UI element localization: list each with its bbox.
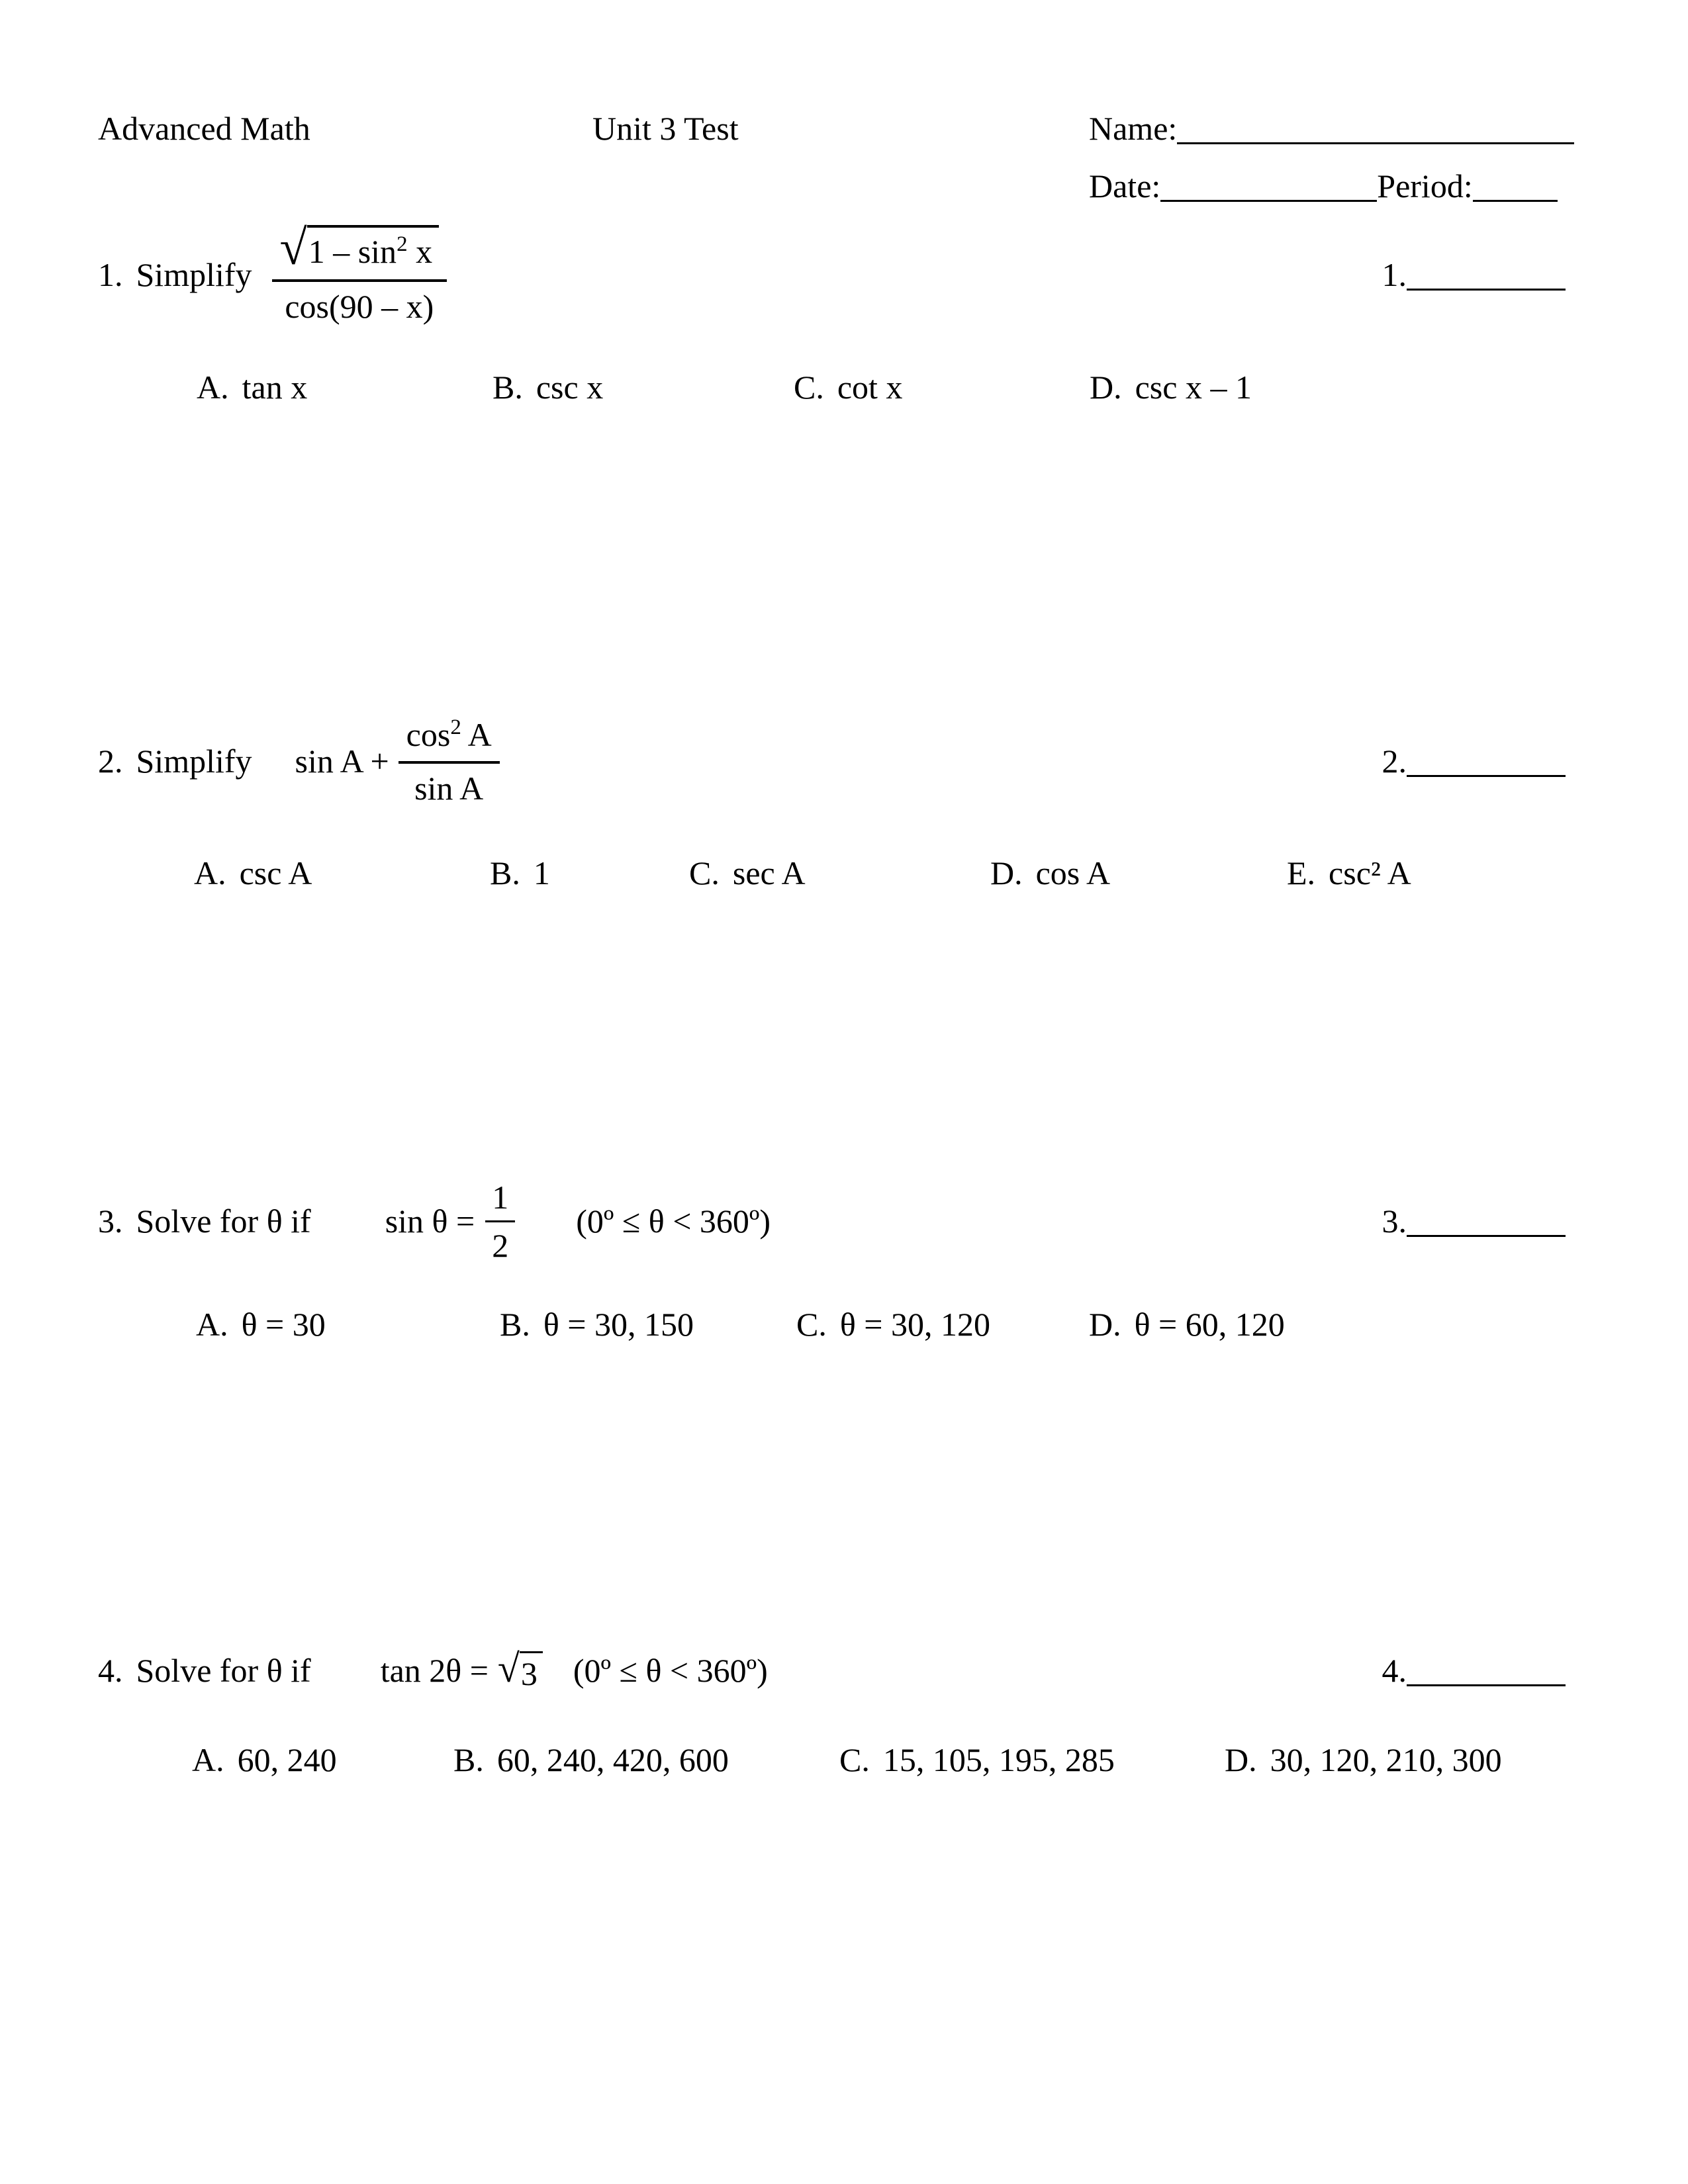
question-4-domain: (0º ≤ θ < 360º) (573, 1652, 768, 1689)
option-text: 30, 120, 210, 300 (1270, 1741, 1502, 1778)
fraction-numerator: 1 (485, 1178, 515, 1222)
question-1-options (0, 368, 1688, 416)
question-1-expression (272, 220, 447, 326)
answer-3-label: 3. (1382, 1203, 1407, 1240)
option-1b (492, 368, 603, 406)
option-text: tan x (242, 369, 308, 406)
option-text: θ = 30 (241, 1306, 326, 1343)
radicand-variable: x (407, 233, 433, 271)
option-letter: A. (197, 369, 229, 406)
period-line (1473, 200, 1558, 202)
question-2-expression (399, 715, 500, 807)
option-2d (990, 854, 1110, 892)
answer-blank-2 (1382, 742, 1566, 780)
square-root (279, 220, 440, 275)
option-1c (794, 368, 902, 406)
option-4a (192, 1741, 337, 1779)
option-1d (1090, 368, 1252, 406)
fraction-numerator (272, 220, 447, 282)
option-letter: D. (990, 854, 1023, 891)
option-letter: A. (192, 1741, 224, 1778)
question-4-number: 4. (98, 1652, 123, 1689)
option-letter: B. (492, 369, 523, 406)
option-text: 15, 105, 195, 285 (882, 1741, 1115, 1778)
option-letter: C. (796, 1306, 827, 1343)
question-1-number: 1. (98, 255, 123, 293)
radicand-text: 1 – sin (308, 233, 397, 271)
radical-sign: √ (279, 220, 307, 275)
option-letter: B. (500, 1306, 530, 1343)
exponent: 2 (397, 232, 408, 256)
option-text: cos A (1035, 854, 1111, 891)
option-2a (194, 854, 312, 892)
radicand: 3 (520, 1651, 543, 1693)
answer-4-label: 4. (1382, 1652, 1407, 1689)
option-letter: C. (689, 854, 720, 891)
option-letter: C. (839, 1741, 870, 1778)
option-4c (839, 1741, 1115, 1779)
question-3-lead: sin θ = (385, 1203, 475, 1240)
fraction-denominator: sin A (414, 769, 484, 807)
question-2 (98, 692, 1566, 831)
question-1-prompt: Simplify (136, 255, 252, 293)
question-4-lead: tan 2θ = (380, 1652, 489, 1689)
option-2c (689, 854, 806, 892)
option-3c (796, 1305, 990, 1343)
option-3d (1089, 1305, 1285, 1343)
option-text: sec A (732, 854, 806, 891)
question-3-domain: (0º ≤ θ < 360º) (576, 1203, 771, 1240)
name-label: Name: (1089, 110, 1178, 147)
question-3-prompt: Solve for θ if (136, 1203, 311, 1240)
option-letter: D. (1225, 1741, 1257, 1778)
name-line (1177, 142, 1574, 144)
date-label: Date: (1089, 167, 1161, 205)
date-line (1160, 200, 1377, 202)
question-2-number: 2. (98, 743, 123, 780)
fraction-denominator: cos(90 – x) (285, 288, 434, 325)
option-2e (1287, 854, 1411, 892)
option-letter: E. (1287, 854, 1316, 891)
option-text: 60, 240 (237, 1741, 337, 1778)
option-letter: C. (794, 369, 824, 406)
question-3 (98, 1160, 1566, 1283)
option-letter: A. (194, 854, 226, 891)
question-2-options (0, 854, 1688, 901)
option-text: θ = 60, 120 (1134, 1306, 1285, 1343)
option-letter: D. (1090, 369, 1122, 406)
option-4b (453, 1741, 729, 1779)
question-3-options (0, 1305, 1688, 1353)
option-text: θ = 30, 150 (543, 1306, 694, 1343)
numerator-variable: A (461, 716, 492, 754)
fraction-numerator (399, 715, 500, 763)
option-text: csc x – 1 (1135, 369, 1252, 406)
option-letter: B. (453, 1741, 484, 1778)
question-2-lead: sin A + (295, 743, 389, 780)
period-label: Period: (1377, 167, 1473, 205)
answer-blank-4 (1382, 1651, 1566, 1690)
exponent: 2 (450, 715, 461, 740)
answer-2-label: 2. (1382, 743, 1407, 780)
question-3-number: 3. (98, 1203, 123, 1240)
option-text: θ = 30, 120 (839, 1306, 991, 1343)
option-1a (197, 368, 307, 406)
option-2b (490, 854, 550, 892)
option-text: csc A (239, 854, 312, 891)
answer-4-line (1407, 1684, 1566, 1686)
option-text: cot x (837, 369, 903, 406)
question-4 (98, 1633, 1566, 1707)
name-row (1089, 109, 1574, 148)
option-3b (500, 1305, 694, 1343)
answer-1-line (1407, 289, 1566, 291)
question-3-expression (485, 1178, 515, 1265)
answer-1-label: 1. (1382, 255, 1407, 293)
option-4d (1225, 1741, 1502, 1779)
answer-2-line (1407, 775, 1566, 777)
course-title: Advanced Math (98, 110, 310, 147)
option-letter: A. (196, 1306, 228, 1343)
radical-sign: √ (497, 1646, 520, 1690)
option-text: 1 (533, 854, 550, 891)
option-text: 60, 240, 420, 600 (496, 1741, 729, 1778)
question-1 (98, 213, 1566, 336)
option-letter: D. (1089, 1306, 1121, 1343)
question-4-options (0, 1741, 1688, 1788)
option-text: csc x (536, 369, 604, 406)
answer-blank-3 (1382, 1202, 1566, 1240)
answer-3-line (1407, 1235, 1566, 1237)
radicand (307, 225, 439, 271)
option-letter: B. (490, 854, 520, 891)
question-4-prompt: Solve for θ if (136, 1652, 311, 1689)
question-2-prompt: Simplify (136, 743, 252, 780)
answer-blank-1 (1382, 255, 1566, 294)
option-3a (196, 1305, 326, 1343)
numerator-text: cos (406, 716, 451, 754)
fraction-denominator: 2 (492, 1226, 509, 1264)
question-4-expression (497, 1646, 543, 1693)
date-period-row (1089, 167, 1558, 205)
option-text: csc² A (1329, 854, 1411, 891)
page-title: Unit 3 Test (592, 110, 739, 147)
